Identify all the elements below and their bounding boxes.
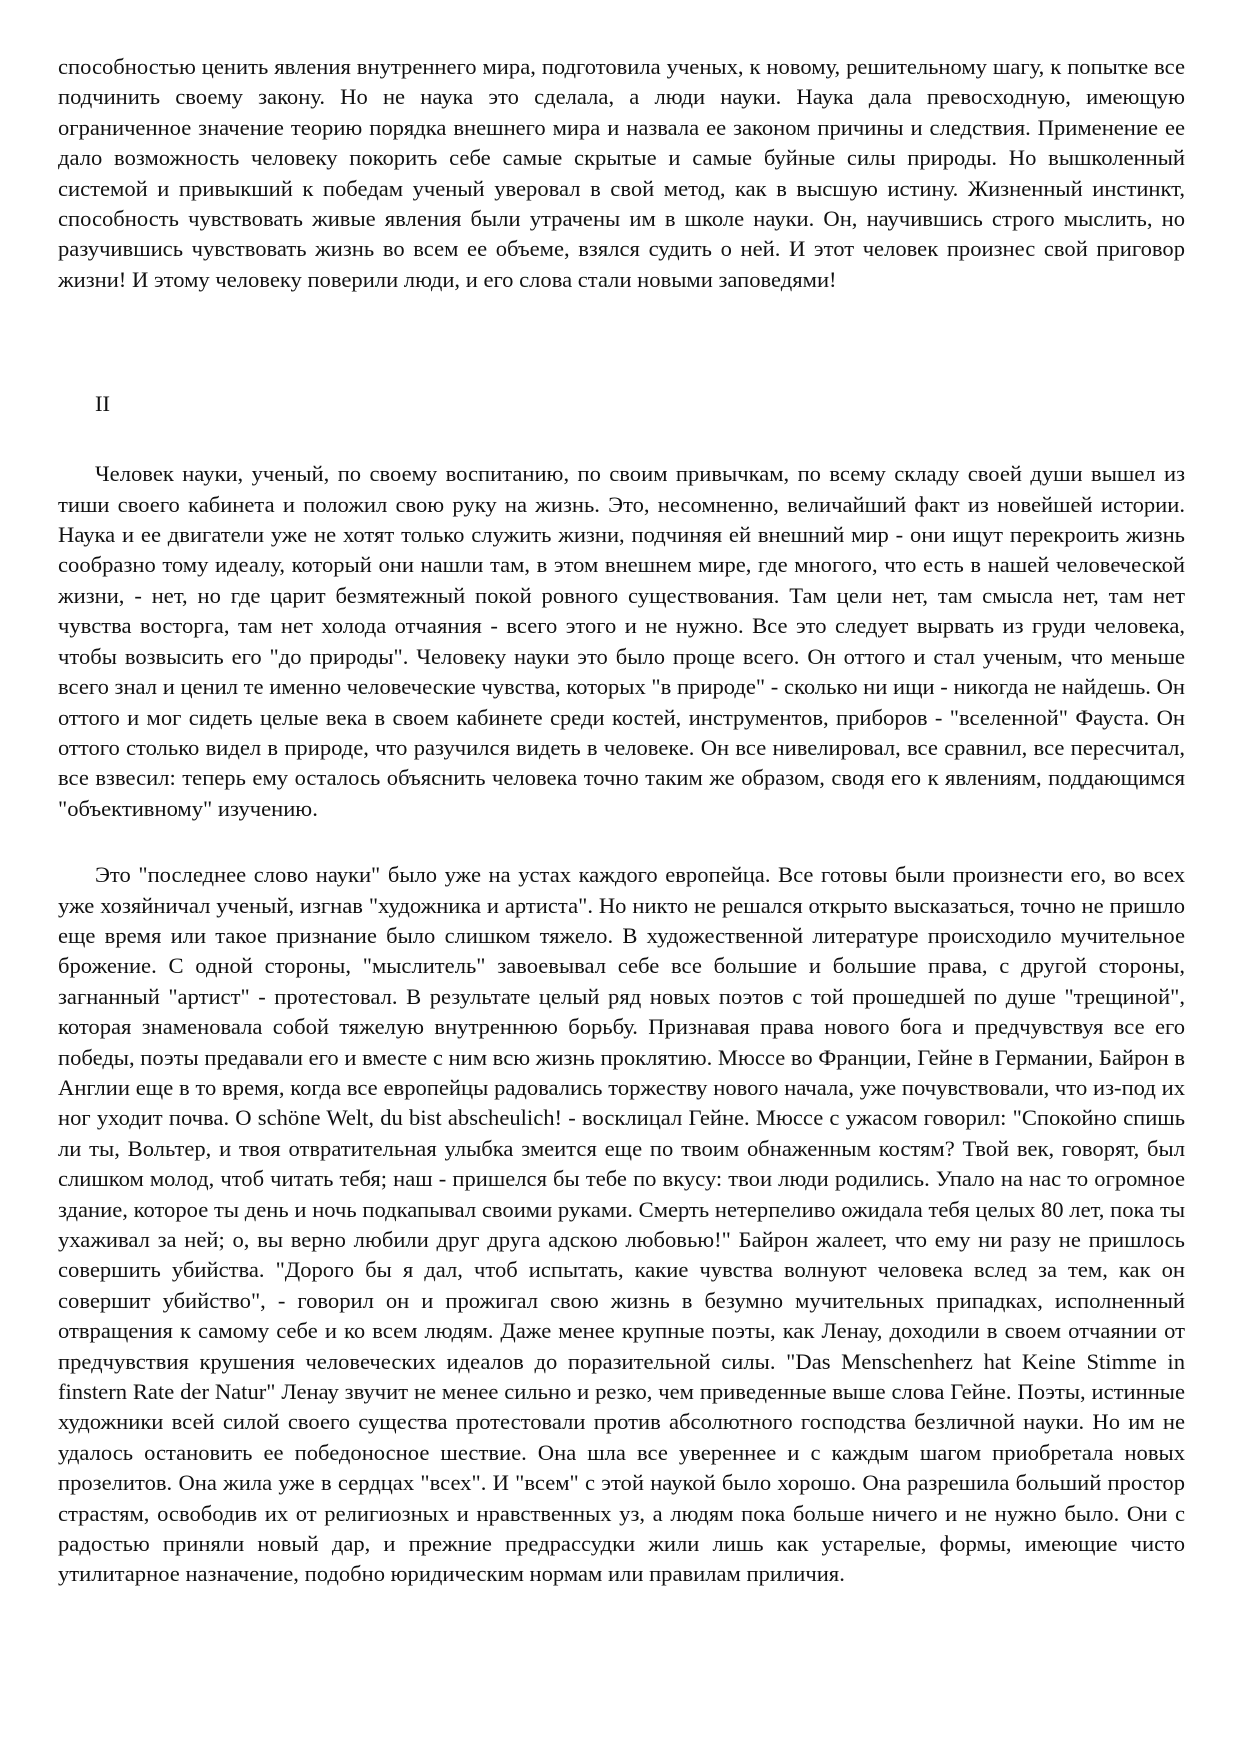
- paragraph-spacer: [58, 824, 1185, 860]
- intro-paragraph: способностью ценить явления внутреннего мира, подготовила ученых, к новому, решительному шагу, к попытке все подчинить своему закону. Но не наука это сделала, а люди науки. Наука дала превосходную, имеющую ограниченное значение теорию порядка внешнего мира и назвала ее законом причины и следствия. Применение ее дало возможность человеку покорить себе самые скрытые и самые буйные силы природы. Но вышколенный системой и привыкший к победам ученый уверовал в свой метод, как в высшую истину. Жизненный инстинкт, способность чувствовать живые явления были утрачены им в школе науки. Он, научившись строго мыслить, но разучившись чувствовать жизнь во всем ее объеме, взялся судить о ней. И этот человек произнес свой приговор жизни! И этому человеку поверили люди, и его слова стали новыми заповедями!: [58, 54, 1185, 292]
- document-page: [58, 52, 1185, 1590]
- body-paragraph-1: Человек науки, ученый, по своему воспитанию, по своим привычкам, по всему складу своей души вышел из тиши своего кабинета и положил свою руку на жизнь. Это, несомненно, величайший факт из новейшей истории. Наука и ее двигатели уже не хотят только служить жизни, подчиняя ей внешний мир - они ищут перекроить жизнь сообразно тому идеалу, который они нашли там, в этом внешнем мире, где многого, что есть в нашей человеческой жизни, - нет, но где царит безмятежный покой ровного существования. Там цели нет, там смысла нет, там нет чувства восторга, там нет холода отчаяния - всего этого и не нужно. Все это следует вырвать из груди человека, чтобы возвысить его "до природы". Человеку науки это было проще всего. Он оттого и стал ученым, что меньше всего знал и ценил те именно человеческие чувства, которых "в природе" - сколько ни ищи - никогда не найдешь. Он оттого и мог сидеть целые века в своем кабинете среди костей, инструментов, приборов - "вселенной" Фауста. Он оттого столько видел в природе, что разучился видеть в человеке. Он все нивелировал, все сравнил, все пересчитал, все взвесил: теперь ему осталось объяснить человека точно таким же образом, сводя его к явлениям, поддающимся "объективному" изучению.: [58, 461, 1185, 821]
- section-spacer: [58, 295, 1185, 389]
- body-paragraph-2: Это "последнее слово науки" было уже на устах каждого европейца. Все готовы были произнести его, во всех уже хозяйничал ученый, изгнав "художника и артиста". Но никто не решался открыто высказаться, точно не пришло еще время или такое признание было слишком тяжело. В художественной литературе происходило мучительное брожение. С одной стороны, "мыслитель" завоевывал себе все большие и большие права, с другой стороны, загнанный "артист" - протестовал. В результате целый ряд новых поэтов с той прошедшей по душе "трещиной", которая знаменовала собой тяжелую внутреннюю борьбу. Признавая права нового бога и предчувствуя все его победы, поэты предавали его и вместе с ним всю жизнь проклятию. Мюссе во Франции, Гейне в Германии, Байрон в Англии еще в то время, когда все европейцы радовались торжеству нового начала, уже почувствовали, что из-под их ног уходит почва. O schöne Welt, du bist abscheulich! - восклицал Гейне. Мюссе с ужасом говорил: "Спокойно спишь ли ты, Вольтер, и твоя отвратительная улыбка змеится еще по твоим обнаженным костям? Твой век, говорят, был слишком молод, чтоб читать тебя; наш - пришелся бы тебе по вкусу: твои люди родились. Упало на нас то огромное здание, которое ты день и ночь подкапывал своими руками. Смерть нетерпеливо ожидала тебя целых 80 лет, пока ты ухаживал за ней; о, вы верно любили друг друга адскою любовью!" Байрон жалеет, что ему ни разу не пришлось совершить убийства. "Дорого бы я дал, чтоб испытать, какие чувства волнуют человека вслед за тем, как он совершит убийство", - говорил он и прожигал свою жизнь в безумно мучительных припадках, исполненный отвращения к самому себе и ко всем людям. Даже менее крупные поэты, как Ленау, доходили в своем отчаянии от предчувствия крушения человеческих идеалов до поразительной силы. "Das Menschenherz hat Keine Stimme in finstern Rate der Natur" Ленау звучит не менее сильно и резко, чем приведенные выше слова Гейне. Поэты, истинные художники всей силой своего существа протестовали против абсолютного господства безличной науки. Но им не удалось остановить ее победоносное шествие. Она шла все увереннее и с каждым шагом приобретала новых прозелитов. Она жила уже в сердцах "всех". И "всем" с этой наукой было хорошо. Она разрешила больший простор страстям, освободив их от религиозных и нравственных уз, а людям пока больше ничего и не нужно было. Они с радостью приняли новый дар, и прежние предрассудки жили лишь как устарелые, формы, имеющие чисто утилитарное назначение, подобно юридическим нормам или правилам приличия.: [58, 862, 1185, 1587]
- heading-spacer: [58, 419, 1185, 459]
- section-heading: II: [95, 391, 111, 417]
